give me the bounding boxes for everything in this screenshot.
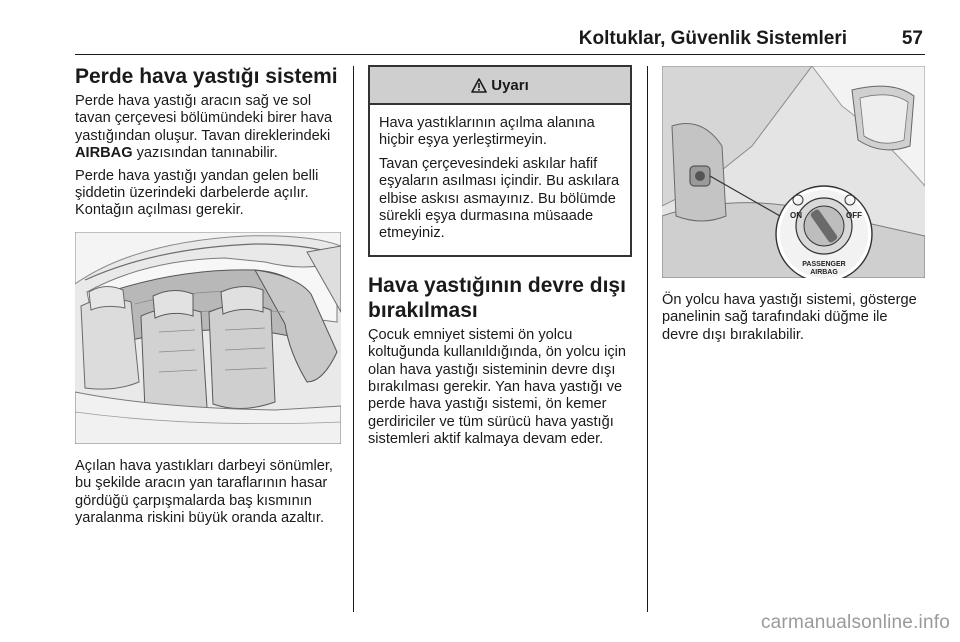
paragraph-deactivation: Çocuk emniyet sistemi ön yolcu koltuğunda kullanıldığında, ön yolcu için olan hava yastığı sisteminin devre dışı bırakılması gerekir. Yan hava yastığı ve perde hava yastığı sistemi, ön kemer gerdiriciler ve tüm sürücü hava yastığı sistemleri aktif kalmaya devam eder. [368,326,626,448]
warning-body [370,105,630,255]
page-number: 57 [901,28,923,49]
passenger-airbag-switch-illustration [662,66,925,278]
header-title: Koltuklar, Güvenlik Sistemleri [578,28,847,49]
warning-text-1: Hava yastıklarının açılma alanına hiçbir eşya yerleştirmeyin. [379,115,595,149]
paragraph-text: Perde hava yastığı aracın sağ ve sol tavan çerçevesi bölümündeki birer hava yastığından oluşur. Tavan direklerindeki [75,93,333,144]
airbag-label-bold: AIRBAG [75,145,133,162]
section-heading-curtain-airbag: Perde hava yastığı sistemi [75,65,338,88]
figure-curtain-airbag [75,232,341,444]
section-heading-deactivation: Hava yastığının devre dışı bırakılması [368,273,626,322]
warning-header [370,67,630,105]
curtain-airbag-illustration [75,232,341,444]
switch-passenger-label: PASSENGER [802,261,846,268]
header-divider [75,54,925,55]
warning-triangle-icon [471,78,487,93]
column-1 [75,64,341,532]
warning-title: Uyarı [491,76,529,94]
switch-off-label: OFF [846,211,862,220]
column-2 [368,64,632,454]
paragraph-curtain-intro [75,93,341,163]
switch-airbag-label: AIRBAG [810,269,838,276]
paragraph-curtain-deploy: Perde hava yastığı yandan gelen belli şiddetin üzerindeki darbelerde açılır. Kontağın açılması gerekir. [75,167,319,219]
page-header [75,28,925,50]
warning-text-2: Tavan çerçevesindeki askılar hafif eşyaların asılması içindir. Bu askılara elbise askısı asmayınız. Bu bölümde sürekli eşya durmasına müsaade etmeyiniz. [379,155,620,242]
switch-on-label: ON [790,211,802,220]
column-3 [662,64,925,349]
watermark: carmanualsonline.info [760,612,950,633]
column-divider-1 [353,66,354,612]
paragraph-text: yazısından tanınabilir. [132,145,278,162]
caption-passenger-airbag-switch: Ön yolcu hava yastığı sistemi, gösterge panelinin sağ tarafındaki düğme ile devre dışı bırakılabilir. [662,292,917,343]
warning-box [368,65,632,257]
caption-curtain-airbag: Açılan hava yastıkları darbeyi sönümler, bu şekilde aracın yan taraflarının hasar gördüğü çarpışmalarda baş kısmının yaralanma riskini büyük oranda azaltır. [75,457,333,527]
figure-passenger-airbag-switch [662,66,925,278]
column-divider-2 [647,66,648,612]
